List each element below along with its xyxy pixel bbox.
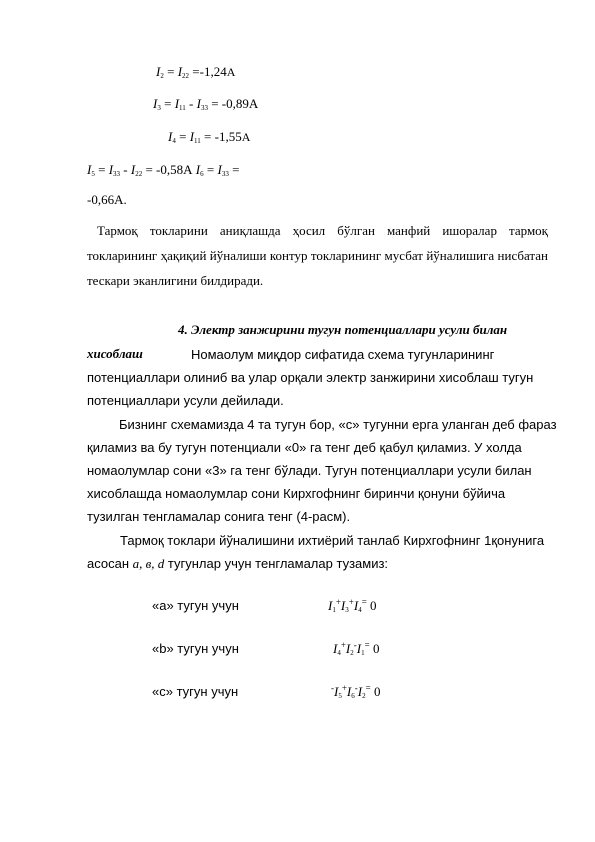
para2-line4: хисоблашда номаолумлар сони Кирхгофнинг биринчи қонуни бўйича [87, 486, 506, 501]
node-c-var3: I [357, 684, 363, 699]
paragraph-negative-signs: Тармоқ токларини аниқлашда ҳосил бўлган манфий ишоралар тармоқ токларининг ҳақиқий йўналиши контур токларининг мусбат йўналишига нисбатан тескари эканлигини билдиради. [87, 223, 548, 288]
eq4-rhs2: I [217, 162, 222, 177]
node-a-equals: = [361, 597, 367, 607]
eq1-equals: = [167, 64, 175, 79]
eq1-lhs: I [156, 64, 161, 79]
node-a-equation [328, 594, 377, 618]
eq2-op: - [189, 96, 194, 111]
eq2-term1-sub: 11 [179, 104, 186, 112]
eq3-unit: А [241, 130, 251, 144]
section-line2: потенциаллари олиниб ва улар орқали электр занжирини хисоблаш тугун [87, 370, 534, 385]
eq4-lhs2: I [195, 162, 201, 177]
node-c-label: «c» тугун учун [152, 684, 239, 699]
node-c-sign: - [331, 683, 334, 693]
node-c-rhs: 0 [373, 684, 381, 699]
equation-i2 [156, 64, 235, 84]
section-intro: Номаолум миқдор сифатида схема тугунларининг [191, 347, 495, 362]
eq3-rhs-sub: 11 [194, 137, 201, 145]
section-line3: потенциаллари усули дейилади. [87, 393, 284, 408]
eq1-rhs-sub: 22 [182, 72, 190, 80]
para2-line2: қиламиз ва бу тугун потенциали «0» га тенг деб қабул қиламиз. У холда [87, 440, 522, 455]
eq2-term1: I [174, 96, 180, 111]
eq4-equals: = [98, 162, 106, 177]
node-b-label: «b» тугун учун [152, 641, 239, 656]
section-title-continued [87, 346, 143, 362]
eq1-rhs: I [177, 64, 183, 79]
equation-i4 [168, 129, 250, 149]
eq4-term2-sub: 22 [135, 170, 143, 178]
eq3-lhs-sub: 4 [172, 137, 176, 145]
eq4-term1: I [108, 162, 114, 177]
node-a-var2-sub: 3 [345, 606, 349, 614]
para3-prefix: асосан [87, 556, 133, 571]
para2-line3: номаолумлар сони «3» га тенг бўлади. Тугун потенциаллари усули билан [87, 463, 532, 478]
node-a-var3: I [353, 598, 359, 613]
node-c-var2-sub: 6 [351, 692, 355, 700]
node-c-equation [331, 680, 380, 704]
eq2-lhs: I [153, 96, 158, 111]
equation-i5-i6 [87, 162, 239, 182]
equation-i3 [153, 96, 258, 116]
eq4-term1-sub: 33 [113, 170, 121, 178]
node-c-var1-sub: 5 [338, 692, 342, 700]
eq3-value: = -1,55 [204, 129, 242, 144]
para2-line1: Бизнинг схемамизда 4 та тугун бор, «с» тугунни ерга уланган деб фараз [119, 417, 557, 432]
node-c-op1: + [341, 683, 347, 693]
section-title: 4. Электр занжирини тугун потенциаллари усули билан [178, 322, 508, 337]
node-b-var3: I [356, 641, 362, 656]
node-c-var3-sub: 2 [362, 692, 366, 700]
eq4-lhs-sub: 5 [91, 170, 95, 178]
node-b-rhs: 0 [372, 641, 380, 656]
eq1-unit: А [226, 65, 236, 79]
eq4-rhs2-sub: 33 [221, 170, 229, 178]
eq2-equals: = [164, 96, 172, 111]
node-b-var1-sub: 4 [337, 649, 341, 657]
node-a-op2: + [348, 597, 354, 607]
node-a-op1: + [335, 597, 341, 607]
node-b-var1: I [333, 641, 338, 656]
para2-line5: тузилган тенгламалар сонига тенг (4-расм). [87, 509, 351, 524]
node-c-var2: I [346, 684, 352, 699]
eq4-term2: I [130, 162, 136, 177]
node-a-var1-sub: 1 [332, 606, 336, 614]
node-a-var2: I [340, 598, 346, 613]
para3-suffix: тугунлар учун тенгламалар тузамиз: [164, 556, 389, 571]
eq3-rhs: I [189, 129, 195, 144]
eq4-equals3: = [232, 162, 240, 177]
eq4-lhs2-sub: 6 [200, 170, 204, 178]
node-b-equals: = [364, 640, 370, 650]
node-b-var2-sub: 2 [350, 649, 354, 657]
eq2-term2-sub: 33 [200, 104, 208, 112]
eq3-lhs: I [168, 129, 173, 144]
node-a-var3-sub: 4 [358, 606, 362, 614]
node-c-var1: I [334, 684, 339, 699]
node-a-var1: I [328, 598, 333, 613]
section-title-part2: хисоблаш [87, 346, 143, 361]
eq4-value: = -0,58А [145, 162, 193, 177]
node-b-op1: + [340, 640, 346, 650]
eq1-value: =-1,24 [192, 64, 227, 79]
para3-node-names: a, в, d [132, 556, 165, 571]
eq2-term2: I [196, 96, 201, 111]
node-b-var2: I [345, 641, 351, 656]
eq2-lhs-sub: 3 [157, 104, 161, 112]
eq1-lhs-sub: 2 [160, 72, 164, 80]
node-a-label: «а» тугун учун [152, 598, 239, 613]
eq4-op: - [123, 162, 128, 177]
node-c-op2: - [354, 683, 358, 693]
node-c-equals: = [365, 683, 371, 693]
node-b-var3-sub: 1 [361, 649, 365, 657]
node-a-rhs: 0 [370, 598, 377, 613]
eq3-equals: = [179, 129, 187, 144]
eq4-equals2: = [206, 162, 215, 177]
para3-line2 [87, 552, 388, 575]
node-b-equation [333, 637, 379, 661]
eq2-value: = -0,89А [211, 96, 259, 111]
node-b-op2: - [353, 640, 357, 650]
para3-line1: Тармоқ токлари йўналишини ихтиёрий танлаб Кирхгофнинг 1қонунига [120, 533, 545, 548]
equation-i6-value: -0,66А. [87, 192, 127, 207]
eq4-lhs: I [87, 162, 92, 177]
